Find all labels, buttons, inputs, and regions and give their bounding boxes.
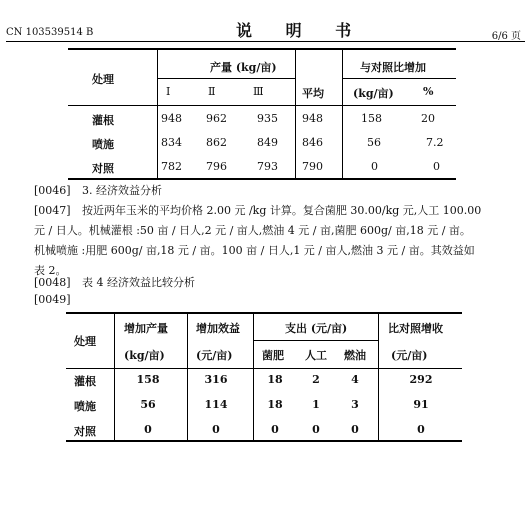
table2-cell: 292 <box>409 373 433 386</box>
table1-bottom-rule <box>68 178 456 180</box>
table1-row-name: 对照 <box>92 162 114 175</box>
header-rule <box>6 41 525 42</box>
para-0047-line: 按近两年玉米的平均价格 2.00 元 /kg 计算。复合菌肥 30.00/kg 元,人工 100.00 <box>82 204 482 217</box>
table1-increase-subrule <box>342 78 456 79</box>
table2-cell: 18 <box>267 398 283 411</box>
table2-vline <box>187 312 188 440</box>
patent-number: CN 103539514 B <box>6 27 94 38</box>
table2-col-vs-unit: (元/亩) <box>391 349 428 362</box>
table2-vline <box>378 312 379 440</box>
table1-cell: 796 <box>206 160 227 173</box>
para-0047-line: 机械喷施 :用肥 600g/ 亩,18 元 / 亩。100 亩 / 日人,1 元 / 亩人,燃油 3 元 / 亩。其效益如 <box>34 244 475 257</box>
table1-cell: 834 <box>161 136 182 149</box>
para-0048-tag: [0048] <box>34 276 71 289</box>
table2-cell: 3 <box>351 398 359 411</box>
table1-col-increase: 与对照比增加 <box>360 61 426 74</box>
table2-bottom-rule <box>66 440 462 442</box>
table2-header-rule <box>66 368 462 369</box>
table1-col-treatment: 处理 <box>92 73 114 86</box>
table2-cell: 18 <box>267 373 283 386</box>
table1-cell: 846 <box>302 136 323 149</box>
table1-vline <box>157 48 158 178</box>
table2-cell: 114 <box>204 398 228 411</box>
table2-cell: 4 <box>351 373 359 386</box>
table2-cell: 316 <box>204 373 228 386</box>
table2-col-benefit-unit: (元/亩) <box>196 349 233 362</box>
table1-cell: 782 <box>161 160 182 173</box>
table2-col-benefit-inc: 增加效益 <box>196 322 240 335</box>
table1-cell: 790 <box>302 160 323 173</box>
table1-cell: 948 <box>161 112 182 125</box>
table2-row-name: 对照 <box>74 425 96 438</box>
table1-row-name: 灌根 <box>92 114 114 127</box>
table1-sub-pct: % <box>423 85 434 98</box>
table2-vline <box>114 312 115 440</box>
table2-cell: 2 <box>312 373 320 386</box>
table2-cell: 158 <box>136 373 160 386</box>
table2-cell: 0 <box>212 423 220 436</box>
table2-row-name: 灌根 <box>74 375 96 388</box>
table1-cell: 0 <box>371 160 378 173</box>
table1-col-yield: 产量 (kg/亩) <box>210 61 277 74</box>
table2-col-vs-ctrl: 比对照增收 <box>388 322 443 335</box>
table2-cell: 0 <box>351 423 359 436</box>
table1-cell: 56 <box>367 136 381 149</box>
table2-sub-labor: 人工 <box>305 349 327 362</box>
table2-col-expense: 支出 (元/亩) <box>285 322 348 335</box>
table1-cell: 0 <box>433 160 440 173</box>
table2-cell: 91 <box>413 398 429 411</box>
table2-cell: 0 <box>417 423 425 436</box>
table1-yield-subrule <box>157 78 295 79</box>
table1-sub-kg: (kg/亩) <box>353 87 394 100</box>
table1-cell: 7.2 <box>426 136 444 149</box>
table2-col-yield-inc: 增加产量 <box>124 322 168 335</box>
table1-col-avg: 平均 <box>302 87 324 100</box>
table1-sub-I: Ⅰ <box>166 85 171 98</box>
table1-top-rule <box>68 48 456 50</box>
table1-cell: 158 <box>361 112 382 125</box>
para-0049-tag: [0049] <box>34 293 71 306</box>
document-title: 说 明 书 <box>236 21 366 40</box>
table2-row-name: 喷施 <box>74 400 96 413</box>
table1-cell: 948 <box>302 112 323 125</box>
para-0048-text: 表 4 经济效益比较分析 <box>82 276 195 289</box>
table2-cell: 0 <box>144 423 152 436</box>
table1-cell: 793 <box>257 160 278 173</box>
table1-vline <box>295 48 296 178</box>
table2-col-yield-unit: (kg/亩) <box>124 349 165 362</box>
table1-cell: 962 <box>206 112 227 125</box>
table2-cell: 56 <box>140 398 156 411</box>
table1-cell: 935 <box>257 112 278 125</box>
table1-header-rule <box>68 105 456 106</box>
table2-cell: 0 <box>271 423 279 436</box>
table1-row-name: 喷施 <box>92 138 114 151</box>
table1-cell: 862 <box>206 136 227 149</box>
para-0047-line: 表 2。 <box>34 264 67 277</box>
table2-sub-fert: 菌肥 <box>262 349 284 362</box>
table2-top-rule <box>66 312 462 314</box>
para-0047-tag: [0047] <box>34 204 71 217</box>
para-0047-line: 元 / 日人。机械灌根 :50 亩 / 日人,2 元 / 亩人,燃油 4 元 / 亩,菌肥 600g/ 亩,18 元 / 亩。 <box>34 224 471 237</box>
table2-sub-fuel: 燃油 <box>344 349 366 362</box>
table2-cell: 0 <box>312 423 320 436</box>
table2-vline <box>253 312 254 440</box>
table2-col-treatment: 处理 <box>74 335 96 348</box>
table2-expense-subrule <box>253 340 378 341</box>
table1-vline <box>342 48 343 178</box>
table1-sub-II: Ⅱ <box>208 85 216 98</box>
para-0046-text: 3. 经济效益分析 <box>82 184 162 197</box>
para-0046-tag: [0046] <box>34 184 71 197</box>
page-number: 6/6 页 <box>491 31 521 42</box>
table1-cell: 20 <box>421 112 435 125</box>
table1-cell: 849 <box>257 136 278 149</box>
table1-sub-III: Ⅲ <box>253 85 264 98</box>
table2-cell: 1 <box>312 398 320 411</box>
